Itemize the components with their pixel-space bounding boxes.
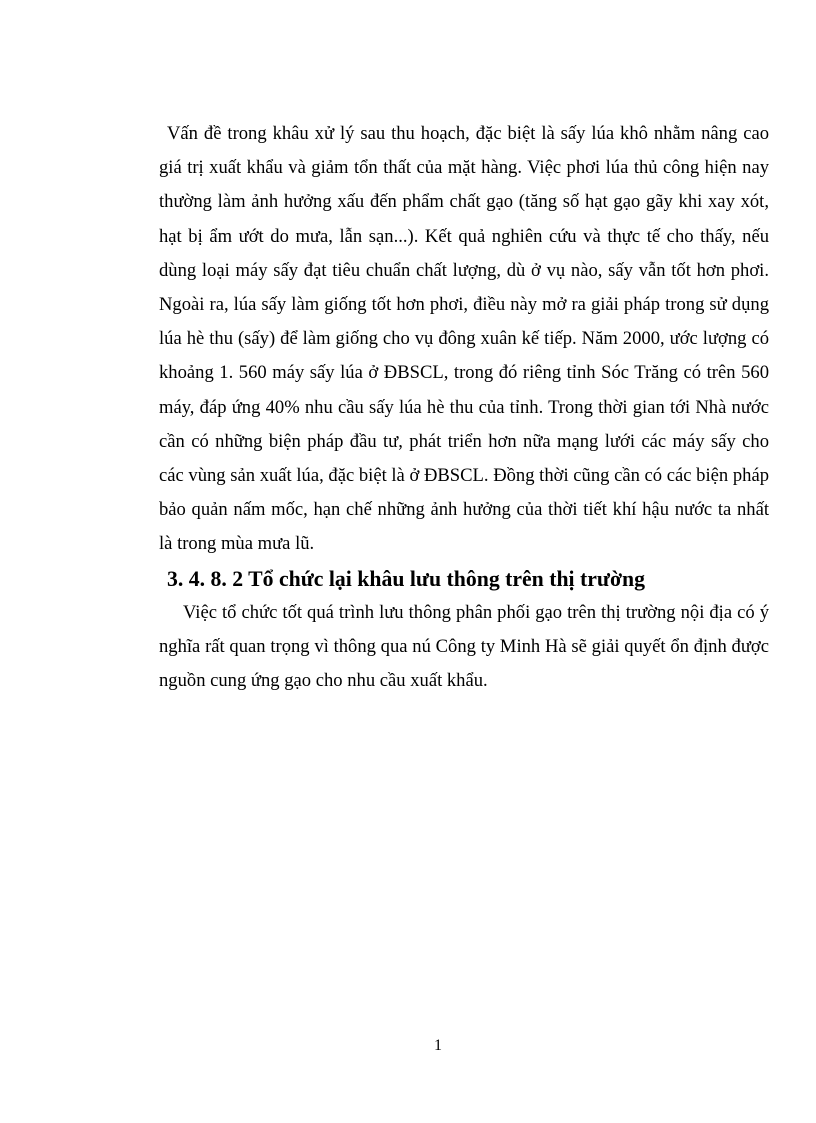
body-paragraph: Việc tổ chức tốt quá trình lưu thông phân phối gạo trên thị trường nội địa có ý nghĩa rất quan trọng vì thông qua nú Công ty Minh Hà sẽ giải quyết ổn định được nguồn cung ứng gạo cho nhu cầu xuất khẩu. [159, 601, 769, 692]
page-number: 1 [434, 1037, 442, 1054]
section-heading: 3. 4. 8. 2 Tổ chức lại khâu lưu thông trên thị trường [167, 566, 646, 591]
body-paragraph: Vấn đề trong khâu xử lý sau thu hoạch, đặc biệt là sấy lúa khô nhằm nâng cao giá trị xuất khẩu và giảm tổn thất của mặt hàng. Việc phơi lúa thủ công hiện nay thường làm ảnh hưởng xấu đến phẩm chất gạo (tăng số hạt gạo gãy khi xay xót, hạt bị ẩm ướt do mưa, lẫn sạn...). Kết quả nghiên cứu và thực tế cho thấy, nếu dùng loại máy sấy đạt tiêu chuẩn chất lượng, dù ở vụ nào, sấy vẫn tốt hơn phơi. Ngoài ra, lúa sấy làm giống tốt hơn phơi, điều này mở ra giải pháp trong sử dụng lúa hè thu (sấy) để làm giống cho vụ đông xuân kế tiếp. Năm 2000, ước lượng có khoảng 1. 560 máy sấy lúa ở ĐBSCL, trong đó riêng tỉnh Sóc Trăng có trên 560 máy, đáp ứng 40% nhu cầu sấy lúa hè thu của tỉnh. Trong thời gian tới Nhà nước cần có những biện pháp đầu tư, phát triển hơn nữa mạng lưới các máy sấy cho các vùng sản xuất lúa, đặc biệt là ở ĐBSCL. Đồng thời cũng cần có các biện pháp bảo quản nấm mốc, hạn chế những ảnh hưởng của thời tiết khí hậu nước ta nhất là trong mùa mưa lũ. [159, 123, 769, 555]
document-body [159, 117, 769, 698]
